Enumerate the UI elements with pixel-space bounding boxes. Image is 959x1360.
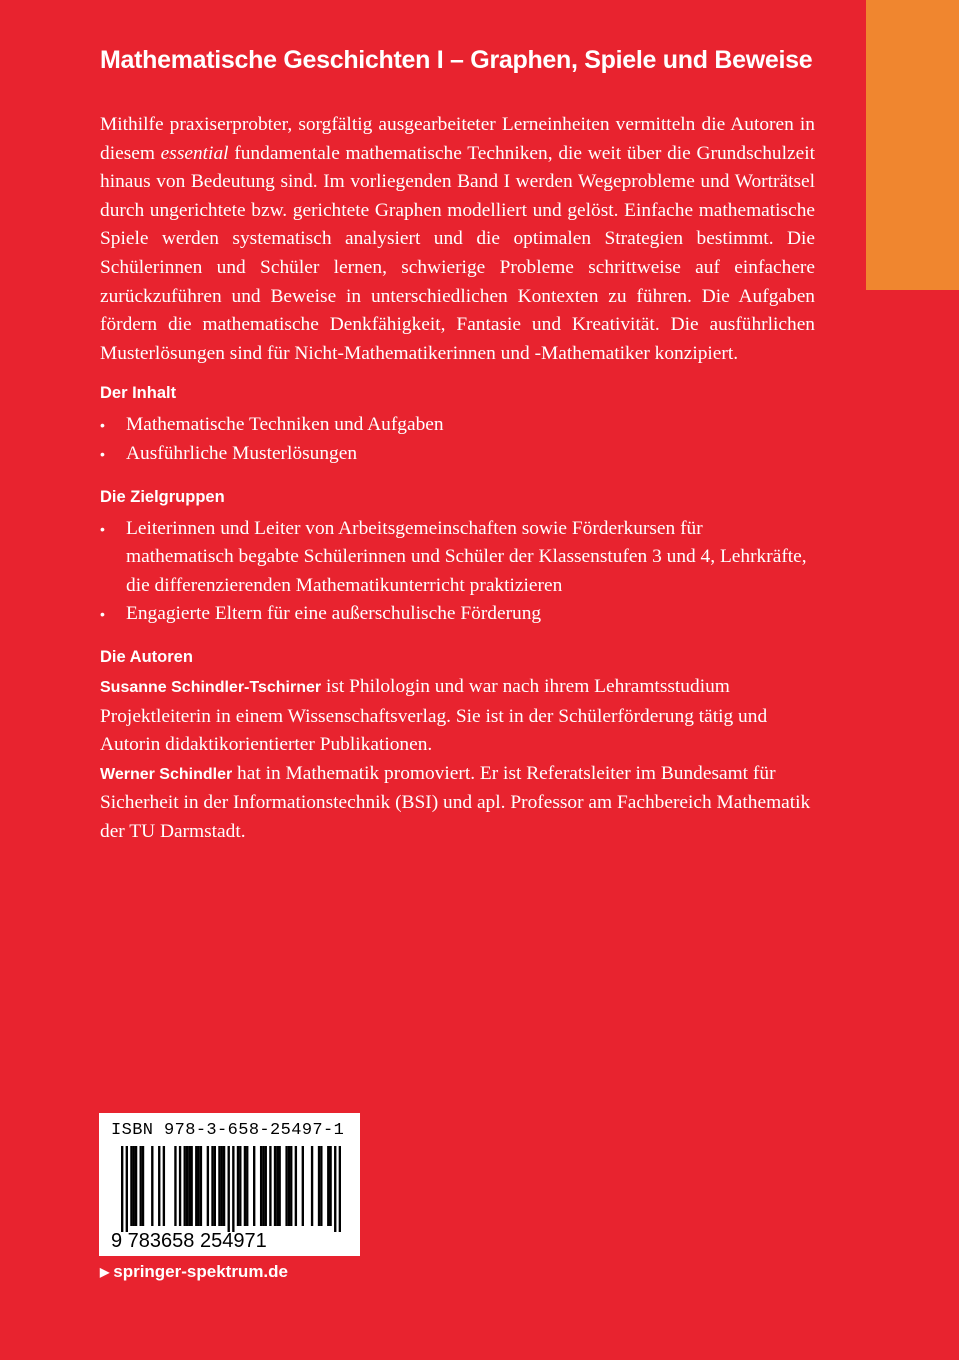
publisher-url: springer-spektrum.de (113, 1262, 288, 1281)
list-item: • Mathematische Techniken und Aufgaben (100, 411, 815, 440)
barcode-bar (195, 1146, 197, 1226)
barcode-bar (214, 1146, 216, 1226)
barcode-bar (237, 1146, 239, 1226)
barcode-bar (223, 1146, 225, 1226)
barcode-bar (190, 1146, 192, 1226)
barcode-bar (121, 1146, 123, 1232)
barcode-bar (274, 1146, 276, 1226)
barcode-bar (188, 1146, 190, 1226)
barcode-bar (142, 1146, 144, 1226)
barcode-bar (311, 1146, 313, 1226)
barcode-bar (260, 1146, 262, 1226)
barcode-bar (163, 1146, 165, 1226)
barcode-bar (221, 1146, 223, 1226)
barcode-bar (179, 1146, 181, 1226)
arrow-icon: ▶ (100, 1265, 110, 1279)
barcode-bar (339, 1146, 341, 1232)
author-bio (100, 673, 815, 760)
barcode-bar (186, 1146, 188, 1226)
barcode-bar (327, 1146, 329, 1226)
barcode-bar (211, 1146, 213, 1226)
heading-inhalt: Der Inhalt (100, 384, 177, 403)
barcode-bar (334, 1146, 336, 1232)
zielgruppen-list (100, 515, 815, 629)
intro-emphasis: essential (160, 142, 229, 164)
intro-text-end: fundamentale mathematische Techniken, die weit über die Grundschulzeit hinaus von Bedeutung sind. Im vorliegenden Band I werden Wegeprobleme und Worträtsel durch ungerichtete bzw. gerichtete Graphen modelliert und gelöst. Einfache mathematische Spiele werden systematisch analysiert und die optimalen Strategien bestimmt. Die Schülerinnen und Schüler lernen, schwierige Probleme schrittweise auf einfachere zurückzuführen und Beweise in unterschiedlichen Kontexten zu führen. Die Aufgaben fördern die mathematische Denkfähigkeit, Fantasie und Kreativität. Die ausführlichen Musterlösungen sind für Nicht-Mathematikerinnen und -Mathematiker konzipiert. (100, 142, 815, 364)
barcode-bar (302, 1146, 304, 1226)
barcode-digits: 9 783658 254971 (111, 1230, 267, 1252)
intro-text-start: Mithilfe praxiserprobter, sorgfältig ausgearbeiteter Lerneinheiten vermitteln die Autoren in diesem (100, 114, 815, 164)
barcode-bar (318, 1146, 320, 1226)
barcode-bar (253, 1146, 255, 1226)
barcode-bar (269, 1146, 271, 1226)
barcode-bar (158, 1146, 160, 1226)
intro-paragraph (100, 111, 815, 368)
publisher-link[interactable] (100, 1262, 288, 1282)
barcode-bar (285, 1146, 287, 1226)
heading-autoren: Die Autoren (100, 647, 193, 666)
barcode-bar (239, 1146, 241, 1226)
barcode-bar (320, 1146, 322, 1226)
barcode-bar (265, 1146, 267, 1226)
barcode-bar (262, 1146, 264, 1226)
barcode-bar (228, 1146, 230, 1232)
barcode-bar (232, 1146, 234, 1232)
barcode-bar (133, 1146, 135, 1226)
inhalt-list (100, 411, 815, 468)
barcode-bar (200, 1146, 202, 1226)
barcode-bar (184, 1146, 186, 1226)
barcode-bar (290, 1146, 292, 1226)
barcode-bar (278, 1146, 280, 1226)
barcode-bar (276, 1146, 278, 1226)
back-cover-text (100, 111, 815, 846)
list-item: • Leiterinnen und Leiter von Arbeitsgemeinschaften sowie Förderkursen für mathematisch begabte Schülerinnen und Schüler der Klassenstufen 3 und 4, Lehrkräfte, die differenzierenden Mathematikunterricht praktizieren (100, 515, 815, 601)
barcode-box (99, 1113, 360, 1256)
author-name: Werner Schindler (100, 765, 233, 783)
barcode-bar (218, 1146, 220, 1226)
barcode-bar (140, 1146, 142, 1226)
barcode-bar (329, 1146, 331, 1226)
barcode-bar (151, 1146, 153, 1226)
heading-zielgruppen: Die Zielgruppen (100, 487, 225, 506)
author-name: Susanne Schindler-Tschirner (100, 678, 322, 696)
barcode-bar (207, 1146, 209, 1226)
barcode-bar (130, 1146, 132, 1226)
author-bio-text: hat in Mathematik promoviert. Er ist Referatsleiter im Bundesamt für Sicherheit in der Informationstechnik (BSI) und apl. Professor am Fachbereich Mathematik der TU Darmstadt. (100, 762, 811, 842)
barcode-bar (135, 1146, 137, 1226)
barcode-bar (288, 1146, 290, 1226)
barcode-bar (126, 1146, 128, 1232)
isbn-label: ISBN 978-3-658-25497-1 (111, 1121, 345, 1140)
barcode-bars (121, 1146, 341, 1232)
orange-accent-tab (866, 0, 959, 290)
barcode-bar (295, 1146, 297, 1226)
author-bio-text: ist Philologin und war nach ihrem Lehramtsstudium Projektleiterin in einem Wissenschaftsverlag. Sie ist in der Schülerförderung tätig und Autorin didaktikorientierter Publikationen. (100, 675, 768, 756)
book-title: Mathematische Geschichten I – Graphen, Spiele und Beweise (100, 46, 813, 74)
author-bio (100, 760, 815, 847)
barcode-bar (244, 1146, 246, 1226)
barcode-bar (246, 1146, 248, 1226)
barcode-bar (197, 1146, 199, 1226)
barcode-bar (174, 1146, 176, 1226)
list-item: • Ausführliche Musterlösungen (100, 440, 815, 469)
list-item: • Engagierte Eltern für eine außerschulische Förderung (100, 600, 815, 629)
